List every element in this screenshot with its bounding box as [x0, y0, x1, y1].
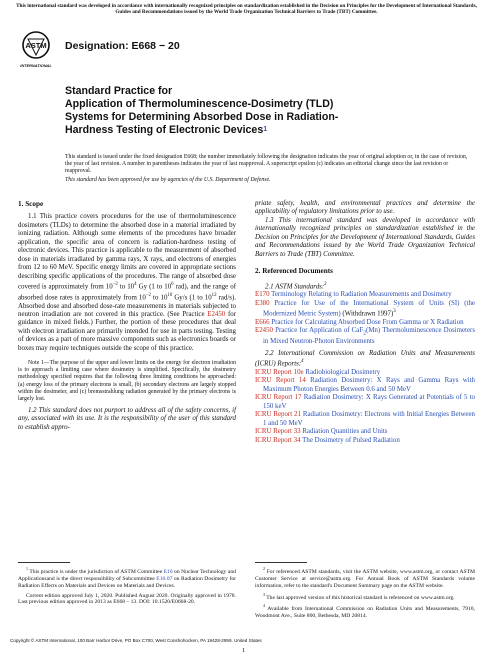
- ref-icru-21[interactable]: ICRU Report 21 Radiation Dosimetry: Electrons with Initial Energies Between 1 and 50 MeV: [255, 411, 475, 427]
- svg-text:INTERNATIONAL: INTERNATIONAL: [20, 63, 52, 68]
- title-line-4: Hardness Testing of Electronic Devices$^1$: [65, 124, 268, 136]
- link-e2450[interactable]: E2450: [207, 311, 226, 319]
- ref-icru-17[interactable]: ICRU Report 17 Radiation Dosimetry: X Rays Generated at Potentials of 5 to 150 keV: [255, 394, 475, 410]
- approval-note: This standard has been approved for use by agencies of the U.S. Department of Defense.: [65, 177, 271, 183]
- svg-text:ASTM: ASTM: [25, 41, 47, 50]
- designation: Designation: E668 − 20: [65, 40, 180, 52]
- footnote-2: $^2$ For referenced ASTM standards, visit the ASTM website, www.astm.org, or contact ASTM Customer Service at service@astm.org. For Annual Book of ASTM Standards volume information, refer to the standard's Document Summary page on the ASTM website.: [255, 567, 475, 589]
- icru-reports-label: 2.2 International Commission on Radiation Units and Measurements (ICRU) Reports:$^4$: [255, 349, 475, 368]
- title-line-2: Application of Thermoluminescence-Dosimetry (TLD): [65, 98, 334, 110]
- ref-e666[interactable]: E666 Practice for Calculating Absorbed Dose From Gamma or X Radiation: [255, 319, 464, 327]
- footnote-3: $^3$ The last approved version of this historical standard is referenced on www.astm.org.: [263, 592, 455, 601]
- title-line-3: Systems for Determining Absorbed Dose in Radiation-: [65, 111, 339, 123]
- title-line-1: Standard Practice for: [65, 85, 173, 97]
- footnote-4: $^4$ Available from International Commission on Radiation Units and Measurements, 7910, Woodmont Ave., Suite 800, Bethesda, MD 20814.: [255, 604, 475, 620]
- ref-e2450[interactable]: E2450 Practice for Application of CaF$_2$(Mn) Thermoluminescence Dosimeters in Mixed Neutron-Photon Environments: [255, 327, 476, 346]
- link-e10-07[interactable]: E10.07: [156, 575, 173, 582]
- issuance-note: This standard is issued under the fixed designation E668; the number immediately following the designation indicates the year of original adoption or, in the case of revision, the year of last revision. A number in parentheses indicates the year of last reapproval. A superscript epsilon (ε) indicates an editorial change since the last revision or reapproval.: [65, 154, 468, 175]
- astm-standards-label: 2.1 ASTM Standards:$^2$: [265, 281, 327, 290]
- scope-paragraph-1-1: 1.1 This practice covers procedures for the use of thermoluminescence dosimeters (TLDs) to determine the absorbed dose in a material irradiated by ionizing radiation. Although some elements of the procedures have broader application, the specific area of concern is radiation-hardness testing of electronic devices. This practice is applicable to the measurement of absorbed dose in materials irradiated by gamma rays, X rays, and electrons of energies from 12 to 60 MeV. Specific energy limits are covered in appropriate sections describing specific applications of the procedures. The range of absorbed dose covered is approximately from $10^{-2}$ to $10^4$ Gy (1 to $10^6$ rad), and the range of absorbed dose rates is approximately from $10^{-2}$ to $10^{10}$ Gy/s (1 to $10^{12}$ rad/s). Absorbed dose and absorbed dose-rate measurements in materials subjected to neutron irradiation are not covered in this practice. (See Practice E2450 for guidance in mixed fields.) Further, the portion of these procedures that deal with electron irradiation are primarily intended for use in parts testing. Testing of devices as a part of more massive components such as electronics boards or boxes may require techniques outside the scope of this practice.: [18, 213, 236, 352]
- ref-icru-33[interactable]: ICRU Report 33 Radiation Quantities and Units: [255, 428, 388, 436]
- ref-e380[interactable]: E380 Practice for Use of the International System of Units (SI) (the Modernized Metric System) (Withdrawn 1997)$^3$: [255, 299, 475, 318]
- international-standard-notice: This international standard was developed in accordance with internationally recognized principles on standardization established in the Decision on Principles for the Development of International Standards, Guides and Recommendations issued by the World Trade Organization Technical Barriers to Trade (TBT) Committee.: [16, 3, 477, 16]
- page-number: 1: [242, 647, 246, 654]
- title-footnote-ref[interactable]: 1: [263, 126, 268, 133]
- footnote-1: $^1$ This practice is under the jurisdiction of ASTM Committee E10 on Nuclear Technology and Applicationsand is the direct responsibility of Subcommittee E10.07 on Radiation Dosimetry for Radiation Effects on Materials and Devices on Materials and Devices. Current edition approved July 1, 2020. Published August 2020. Originally approved in 1978. Last previous edition approved in 2013 as E668 – 13. DOI: 10.1520/E0668-20.: [18, 567, 236, 606]
- scope-paragraph-1-3: 1.3 This international standard was developed in accordance with internationally recognized principles on standardization established in the Decision on Principles for the Development of International Standards, Guides and Recommendations issued by the World Trade Organization Technical Barriers to Trade (TBT) Committee.: [255, 216, 475, 258]
- right-column: [255, 200, 475, 445]
- scope-heading: 1. Scope: [18, 200, 44, 208]
- link-e10[interactable]: E10: [163, 568, 173, 575]
- ref-icru-34[interactable]: ICRU Report 34 The Dosimetry of Pulsed Radiation: [255, 436, 400, 444]
- ref-icru-14[interactable]: ICRU Report 14 Radiation Dosimetry: X Rays and Gamma Rays with Maximum Photon Energies Between 0.6 and 50 MeV: [255, 377, 475, 393]
- document-title: [65, 85, 465, 137]
- footnote-rule-right: [255, 562, 307, 563]
- astm-logo: [19, 30, 53, 70]
- ref-e170[interactable]: E170 Terminology Relating to Radiation Measurements and Dosimetry: [255, 291, 452, 299]
- footnote-rule-left: [18, 562, 70, 563]
- footnotes-right: [255, 566, 475, 620]
- ref-icru-10e[interactable]: ICRU Report 10e Radiobiological Dosimetry: [255, 368, 381, 376]
- copyright-notice: Copyright © ASTM International, 100 Barr Harbor Drive, PO Box C700, West Conshohocken, PA 19428-2959. United States: [10, 638, 262, 643]
- left-column: [18, 200, 236, 432]
- referenced-documents-heading: 2. Referenced Documents: [255, 267, 333, 276]
- scope-paragraph-1-2: 1.2 This standard does not purport to address all of the safety concerns, if any, associated with its use. It is the responsibility of the user of this standard to establish appro-: [18, 406, 236, 431]
- note-1: Note 1—The purpose of the upper and lower limits on the energy for electron irradiation is to approach a limiting case where dosimetry is simplified. Specifically, the dosimetry methodology specified requires that the following three limiting conditions be approached: (a) energy loss of the primary electrons is small, (b) secondary electrons are largely stopped within the dosimeter, and (c) bremsstrahlung radiation generated by the primary electrons is largely lost.: [18, 360, 236, 402]
- scope-paragraph-1-2-cont: priate safety, health, and environmental practices and determine the applicability of regulatory limitations prior to use.: [255, 200, 475, 216]
